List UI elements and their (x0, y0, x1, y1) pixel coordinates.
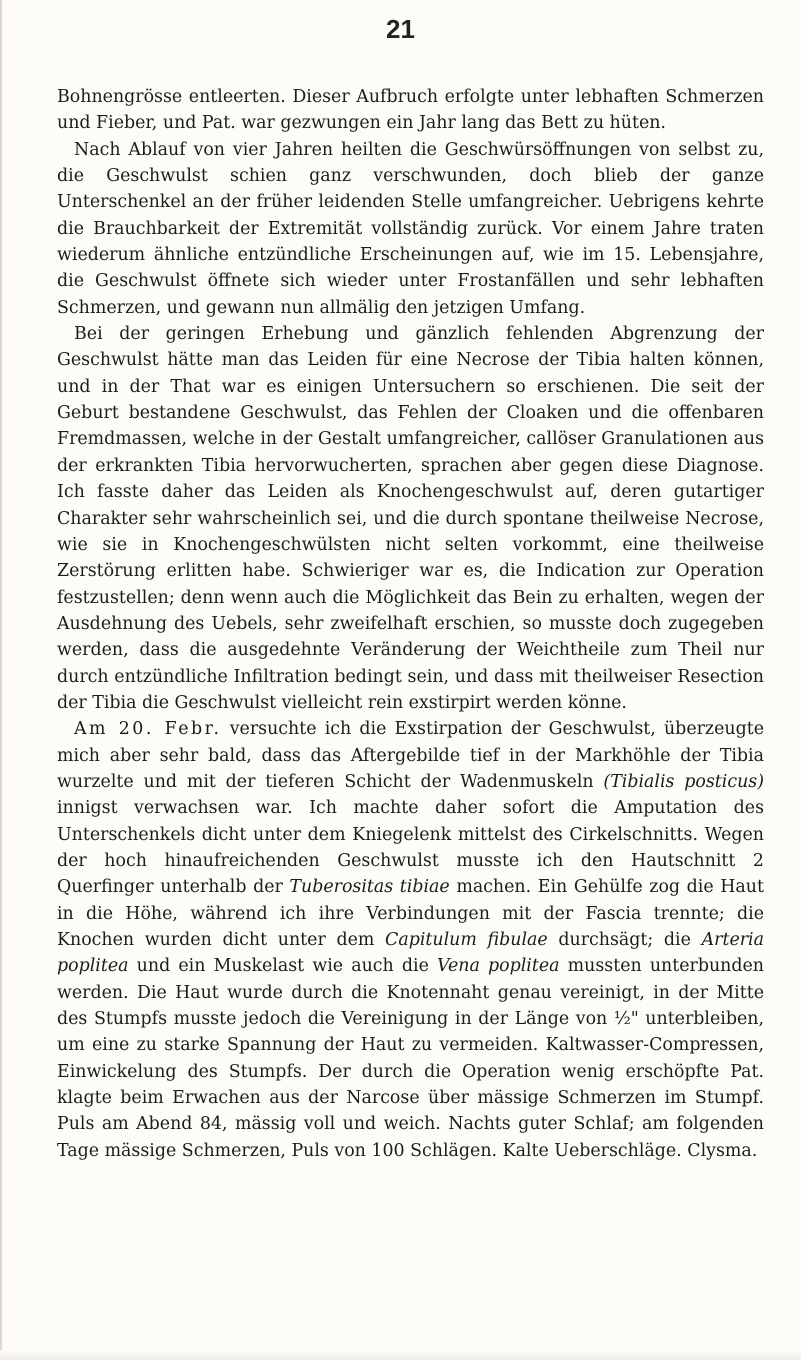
paragraph-4-part-3: machen. Ein Gehülfe zog die Haut in die Höhe, während ich ihre Verbindungen mit der Fascia trennte; die Knochen wurden dicht unter dem (57, 877, 764, 950)
paragraph-4-part-4: durchsägt; die (547, 930, 702, 950)
term-vena-poplitea: Vena poplitea (437, 956, 560, 977)
page-number: 21 (386, 14, 415, 44)
term-arteria-poplitea: Arteria poplitea (57, 930, 764, 977)
paragraph-4 (57, 716, 764, 1164)
paragraph-4-part-6: mussten unterbunden werden. Die Haut wurde durch die Knotennaht genau vereinigt, in der Mitte des Stumpfs musste jedoch die Vereinigung in der Länge von ½" unterbleiben, um eine zu starke Spannung der Haut zu vermeiden. Kaltwasser-Compressen, Einwickelung des Stumpfs. Der durch die Operation wenig erschöpfte Pat. klagte beim Erwachen aus der Narcose über mässige Schmerzen im Stumpf. Puls am Abend 84, mässig voll und weich. Nachts guter Schlaf; am folgenden Tage mässige Schmerzen, Puls von 100 Schlägen. Kalte Ueberschläge. Clysma. (57, 956, 764, 1161)
term-capitulum-fibulae: Capitulum fibulae (385, 930, 548, 950)
paragraph-2: Nach Ablauf von vier Jahren heilten die Geschwürsöffnungen von selbst zu, die Geschwulst schien ganz verschwunden, doch blieb der ganze Unterschenkel an der früher leidenden Stelle umfangreicher. Uebrigens kehrte die Brauchbarkeit der Extremität vollständig zurück. Vor einem Jahre traten wiederum ähnliche entzündliche Erscheinungen auf, wie im 15. Lebensjahre, die Geschwulst öffnete sich wieder unter Frostanfällen und sehr lebhaften Schmerzen, und gewann nun allmälig den jetzigen Umfang. (57, 139, 764, 318)
page-bottom-edge (0, 1350, 801, 1360)
date-spaced: Am 20. Febr. (74, 719, 222, 740)
paragraph-4-part-1: versuchte ich die Exstirpation der Geschwulst, überzeugte mich aber sehr bald, dass das Aftergebilde tief in der Markhöhle der Tibia wurzelte und mit der tieferen Schicht der Wadenmuskeln (57, 719, 764, 792)
paragraph-4-part-2: innigst verwachsen war. Ich machte daher sofort die Amputation des Unterschenkels dicht unter dem Kniegelenk mittelst des Cirkelschnitts. Wegen der hoch hinaufreichenden Geschwulst musste ich den Hautschnitt 2 Querfinger unterhalb der (57, 798, 764, 898)
term-tuberositas-tibiae: Tuberositas tibiae (289, 877, 450, 898)
term-tibialis-posticus: (Tibialis posticus) (603, 771, 764, 792)
paragraph-4-part-5: und ein Muskelast wie auch die (128, 956, 438, 977)
page-edge-shadow (0, 0, 3, 1360)
body-text (57, 84, 764, 1164)
paragraph-3: Bei der geringen Erhebung und gänzlich fehlenden Abgrenzung der Geschwulst hätte man das Leiden für eine Necrose der Tibia halten können, und in der That war es einigen Untersuchern so erschienen. Die seit der Geburt bestandene Geschwulst, das Fehlen der Cloaken und die offenbaren Fremdmassen, welche in der Gestalt umfangreicher, callöser Granulationen aus der erkrankten Tibia hervorwucherten, sprachen aber gegen diese Diagnose. Ich fasste daher das Leiden als Knochengeschwulst auf, deren gutartiger Charakter sehr wahrscheinlich sei, und die durch spontane theilweise Necrose, wie sie in Knochengeschwülsten nicht selten vorkommt, eine theilweise Zerstörung erlitten habe. Schwieriger war es, die Indication zur Operation festzustellen; denn wenn auch die Möglichkeit das Bein zu erhalten, wegen der Ausdehnung des Uebels, sehr zweifelhaft erschien, so musste doch zugegeben werden, dass die ausgedehnte Veränderung der Weichtheile zum Theil nur durch entzündliche Infiltration bedingt sein, und dass mit theilweiser Resection der Tibia die Geschwulst vielleicht rein exstirpirt werden könne. (57, 324, 764, 713)
paragraph-1: Bohnengrösse entleerten. Dieser Aufbruch erfolgte unter lebhaften Schmerzen und Fieber, und Pat. war gezwungen ein Jahr lang das Bett zu hüten. (57, 87, 764, 134)
